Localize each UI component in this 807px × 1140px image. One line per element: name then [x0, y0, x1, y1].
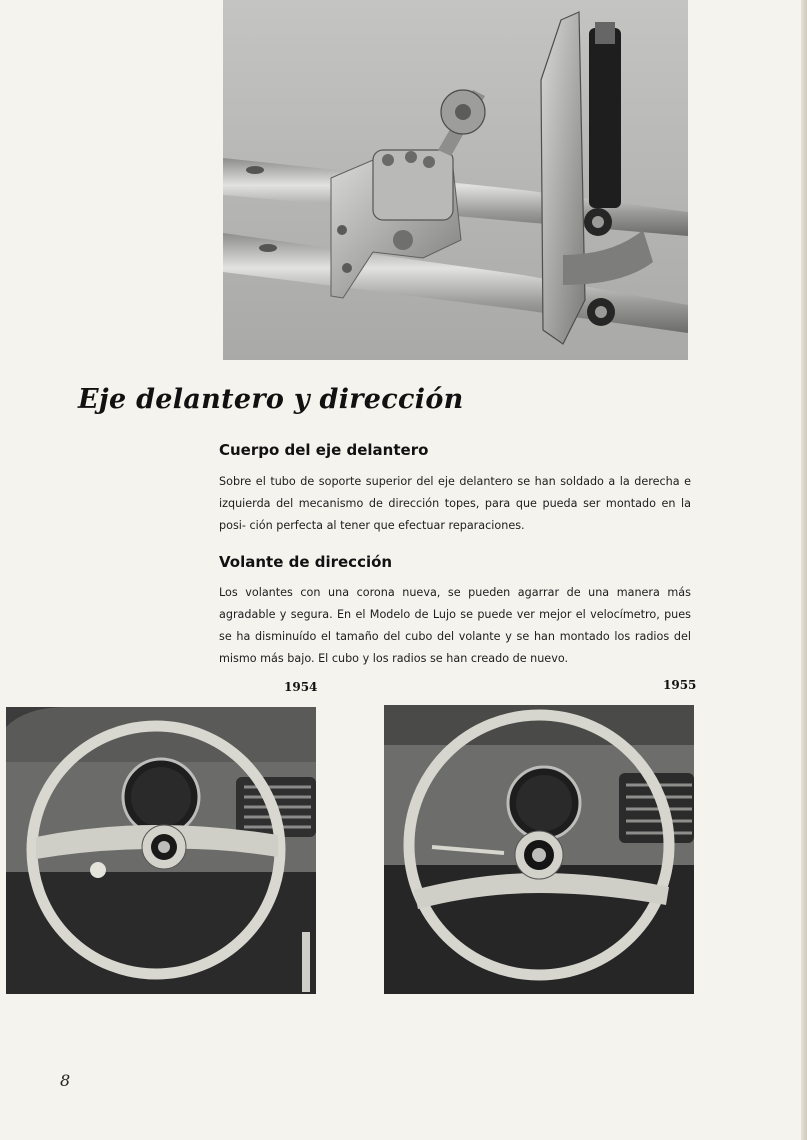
- steering-wheel-1955-photo: [384, 705, 694, 994]
- section-text-steering-wheel: Los volantes con una corona nueva, se pueden agarrar de una manera más agradable y segura. En el Modelo de Lujo se puede ver mejor el velocímetro, pues se ha disminuído el tamaño del cubo del volante y se han montado los radios del mismo más bajo. El cubo y los radios se han creado de nuevo.: [219, 586, 691, 665]
- page-number: 8: [60, 1071, 71, 1090]
- section-text-front-axle: Sobre el tubo de soporte superior del eje delantero se han soldado a la derecha e izquierda del mecanismo de dirección topes, para que pueda ser montado en la posi- ción perfecta al tener que efectuar reparaciones.: [219, 475, 691, 532]
- page-edge: [801, 0, 807, 1140]
- section-heading-front-axle: Cuerpo del eje delantero: [219, 441, 429, 459]
- year-label-right: 1955: [663, 678, 697, 692]
- front-axle-photo: [223, 0, 688, 360]
- year-label-left: 1954: [284, 680, 318, 694]
- page-title: Eje delantero y dirección: [78, 384, 464, 415]
- section-heading-steering-wheel: Volante de dirección: [219, 553, 393, 571]
- steering-wheel-1954-photo: [6, 707, 316, 994]
